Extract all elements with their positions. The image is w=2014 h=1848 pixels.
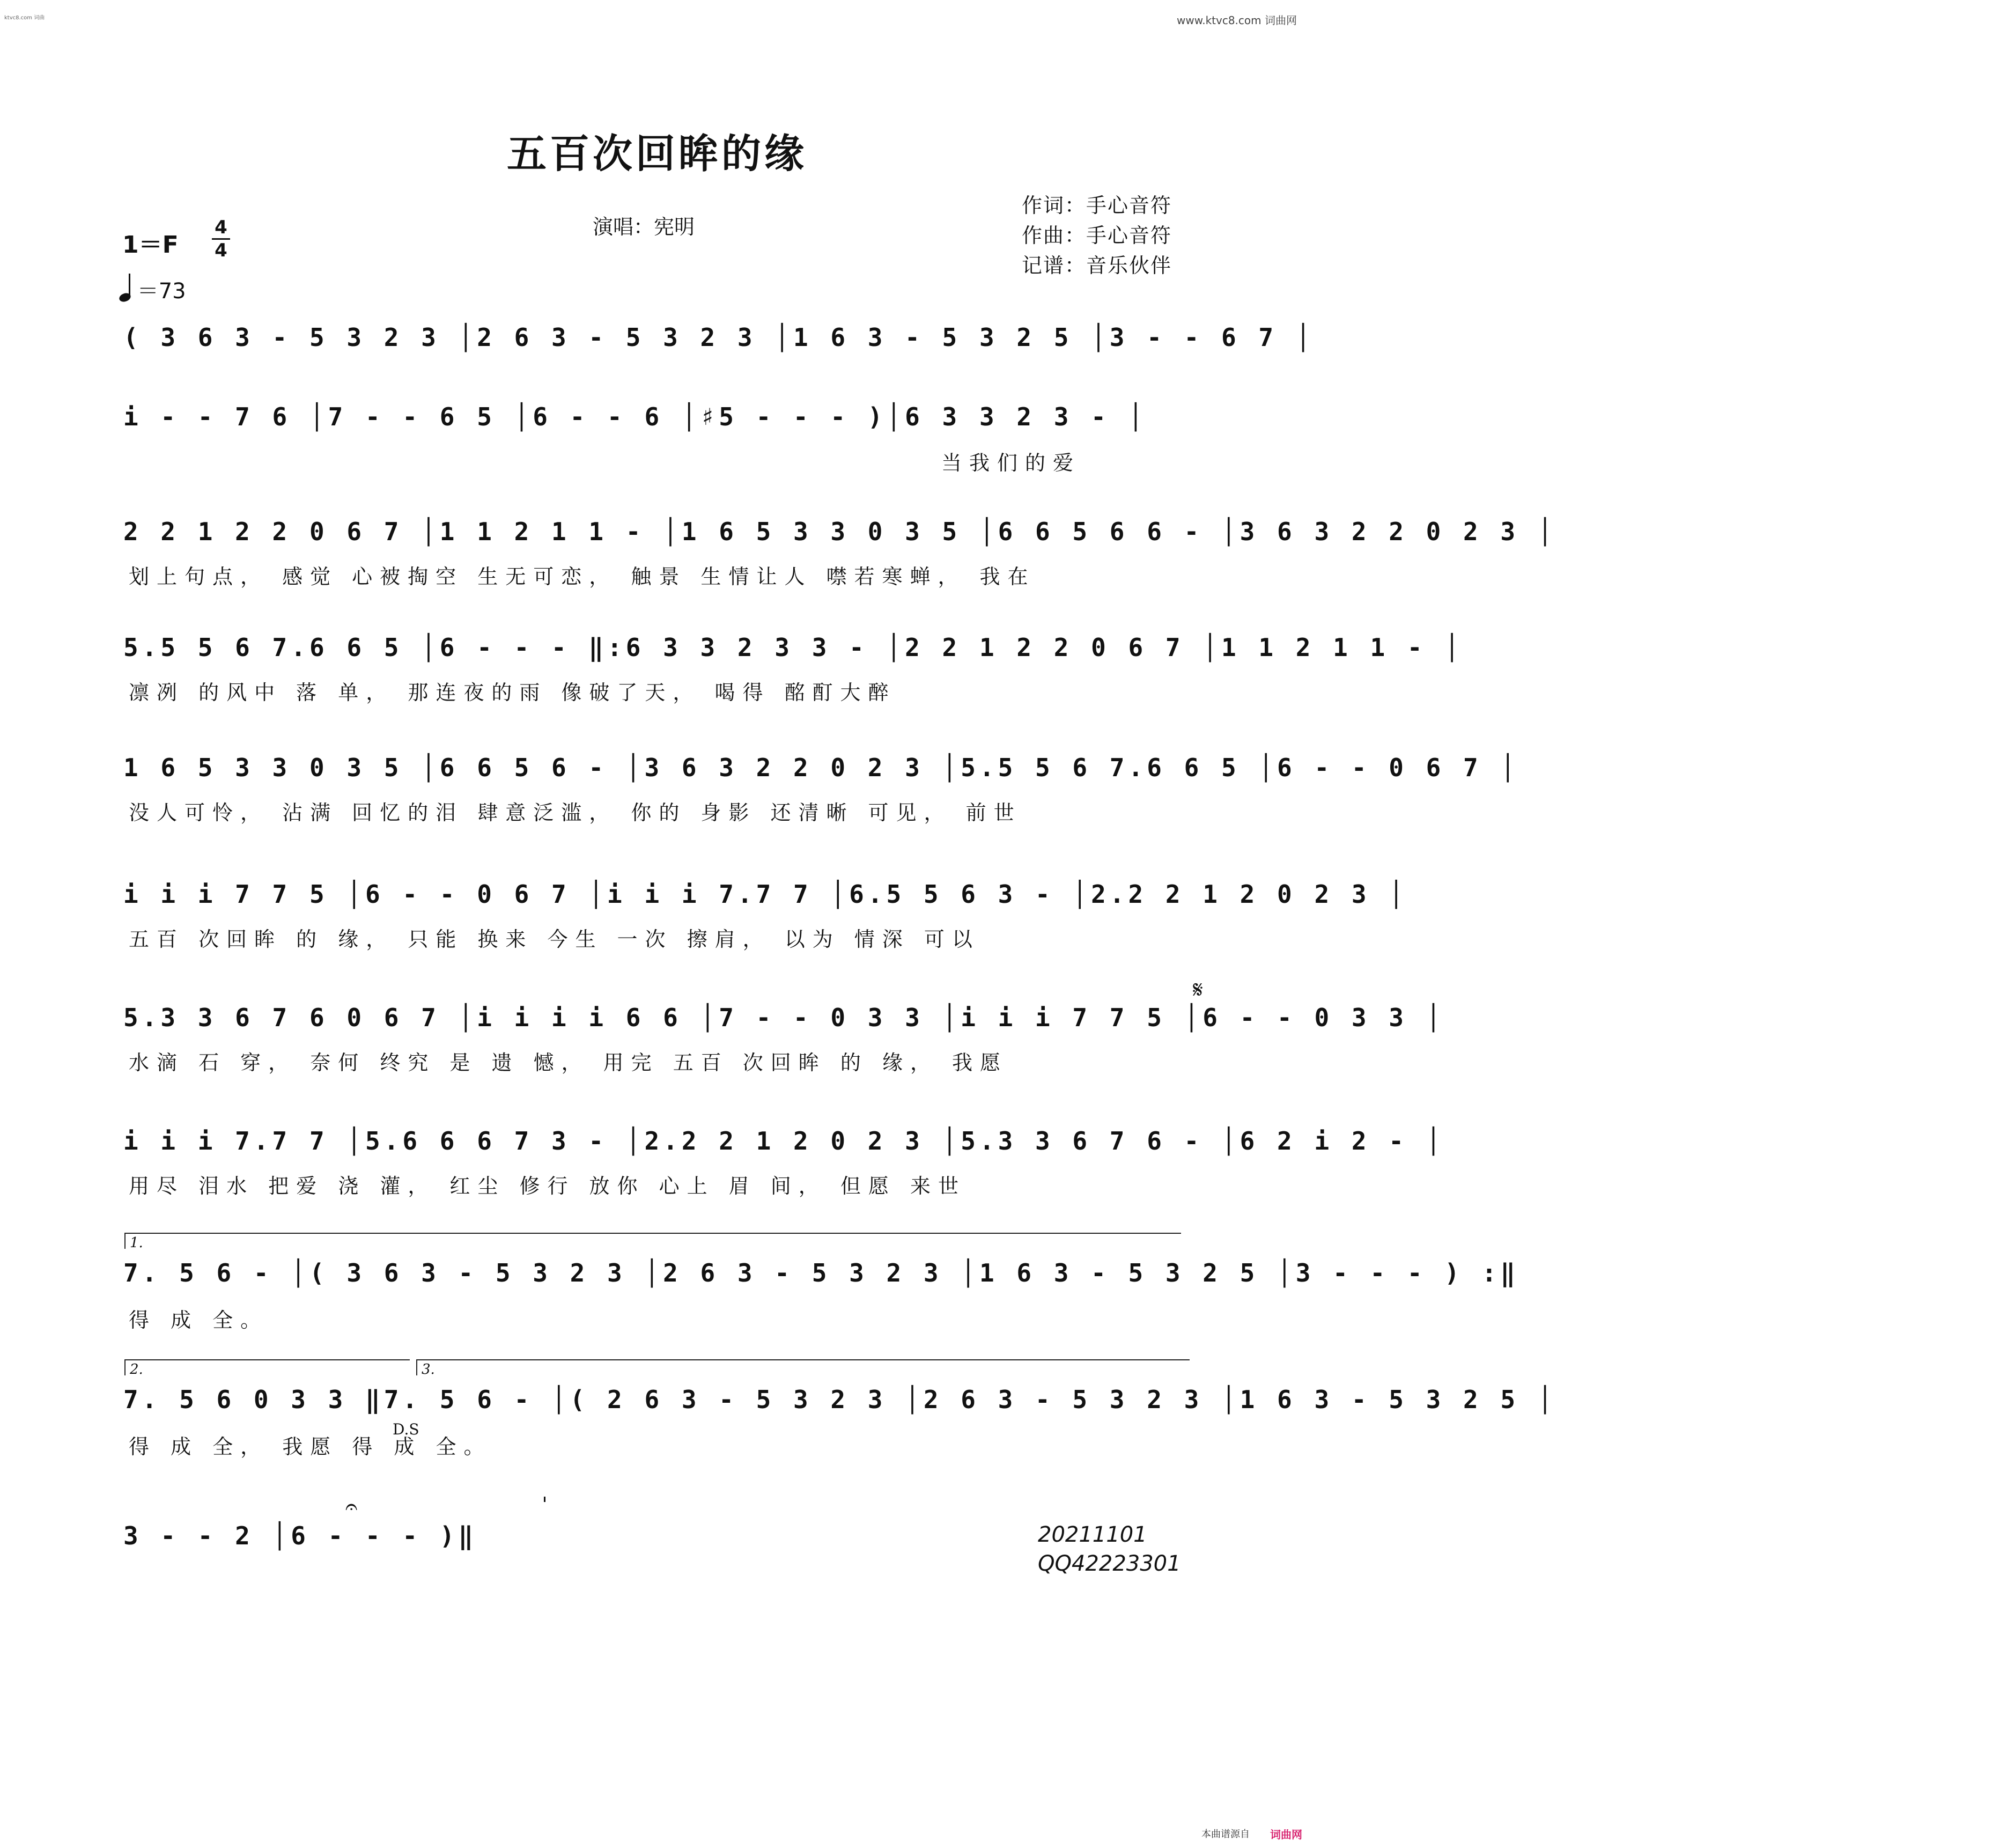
lyrics-row-6: 水滴 石 穿， 奈何 终究 是 遗 憾， 用完 五百 次回眸 的 缘， 我愿 [129, 1051, 1008, 1074]
lyrics-row-3: 凛冽 的风中 落 单， 那连夜的雨 像破了天， 喝得 酩酊大醉 [129, 681, 896, 704]
date-stamp: 20211101 [1038, 1522, 1147, 1547]
lyrics-row-8: 得 成 全。 [129, 1308, 269, 1332]
source-label: 本曲谱源自 [1201, 1829, 1250, 1840]
ds-mark: D.S [393, 1420, 419, 1438]
score-row-2: i - - 7 6 │7 - - 6 5 │6 - - 6 │♯5 - - - )│6 3 3 2 3 - │ [123, 402, 1147, 431]
score-row-6: i i i 7 7 5 │6 - - 0 6 7 │i i i 7.7 7 │6.5 5 6 3 - │2.2 2 1 2 0 2 3 │ [123, 880, 1407, 909]
tempo-value: ＝73 [137, 279, 186, 304]
composer: 作曲：手心音符 [1022, 224, 1172, 247]
score-row-3: 2 2 1 2 2 0 6 7 │1 1 2 1 1 - │1 6 5 3 3 0 3 5 │6 6 5 6 6 - │3 6 3 2 2 0 2 3 │ [123, 517, 1556, 546]
score-row-1: ( 3 6 3 - 5 3 2 3 │2 6 3 - 5 3 2 3 │1 6 3 - 5 3 2 5 │3 - - 6 7 │ [123, 323, 1315, 352]
score-row-7: 5.3 3 6 7 6 0 6 7 │i i i i 6 6 │7 - - 0 3 3 │i i i 7 7 5 │6 - - 0 3 3 │ [123, 1003, 1445, 1032]
song-title: 五百次回眸的缘 [507, 131, 807, 177]
score-row-9: 7. 5 6 - │( 3 6 3 - 5 3 2 3 │2 6 3 - 5 3 2 3 │1 6 3 - 5 3 2 5 │3 - - - ) :‖ [123, 1258, 1519, 1287]
volta-3-label: 3. [422, 1361, 435, 1378]
score-row-11: 3 - - 2 │6 - - - )‖ [123, 1521, 477, 1550]
volta-2-label: 2. [130, 1361, 143, 1378]
lyrics-row-1: 当我们的爱 [941, 451, 1081, 475]
volta-1-label: 1. [130, 1235, 143, 1251]
tempo-mark [119, 274, 186, 305]
end-tick [544, 1497, 545, 1502]
volta-2-bracket [124, 1359, 410, 1378]
transcriber: 记谱：音乐伙伴 [1022, 254, 1172, 277]
lyrics-row-5: 五百 次回眸 的 缘， 只能 换来 今生 一次 擦肩， 以为 情深 可以 [129, 927, 980, 951]
score-row-4: 5.5 5 6 7.6 6 5 │6 - - - ‖:6 3 3 2 3 3 - │2 2 1 2 2 0 6 7 │1 1 2 1 1 - │ [123, 633, 1463, 662]
singer: 演唱：宪明 [593, 215, 695, 239]
lyrics-row-9: 得 成 全， 我愿 得 成 全。 [129, 1435, 492, 1459]
lyrics-row-2: 划上句点， 感觉 心被掏空 生无可恋， 触景 生情让人 噤若寒蝉， 我在 [129, 565, 1036, 588]
segno-icon: 𝄋 [1193, 976, 1203, 1004]
lyrics-row-7: 用尽 泪水 把爱 浇 灌， 红尘 修行 放你 心上 眉 间， 但愿 来世 [129, 1174, 966, 1198]
site-url[interactable]: www.ktvc8.com 词曲网 [1176, 14, 1297, 27]
volta-3-bracket [416, 1359, 1190, 1378]
time-sig-bottom: 4 [215, 240, 227, 261]
quarter-note-icon [118, 292, 132, 304]
key-signature: 1＝F [122, 231, 179, 259]
volta-1-bracket [124, 1233, 1181, 1249]
score-row-8: i i i 7.7 7 │5.6 6 6 7 3 - │2.2 2 1 2 0 2 3 │5.3 3 6 7 6 - │6 2 i 2 - │ [123, 1127, 1445, 1155]
score-row-10: 7. 5 6 0 3 3 ‖7. 5 6 - │( 2 6 3 - 5 3 2 3 │2 6 3 - 5 3 2 3 │1 6 3 - 5 3 2 5 │ [123, 1385, 1556, 1414]
time-sig-top: 4 [215, 217, 227, 238]
qq-number: QQ42223301 [1038, 1551, 1181, 1576]
source-site[interactable]: 词曲网 [1270, 1828, 1302, 1841]
lyricist: 作词：手心音符 [1022, 194, 1172, 217]
fermata-icon: 𝄐 [345, 1494, 358, 1519]
score-row-5: 1 6 5 3 3 0 3 5 │6 6 5 6 - │3 6 3 2 2 0 2 3 │5.5 5 6 7.6 6 5 │6 - - 0 6 7 │ [123, 753, 1519, 782]
time-signature [212, 217, 230, 261]
lyrics-row-4: 没人可怜， 沾满 回忆的泪 肆意泛滥， 你的 身影 还清晰 可见， 前世 [129, 801, 1022, 824]
corner-small-text: ktvc8.com 词曲 [4, 15, 45, 21]
side-watermark-left [2, 0, 11, 1848]
side-watermark-right [1303, 0, 1312, 1848]
